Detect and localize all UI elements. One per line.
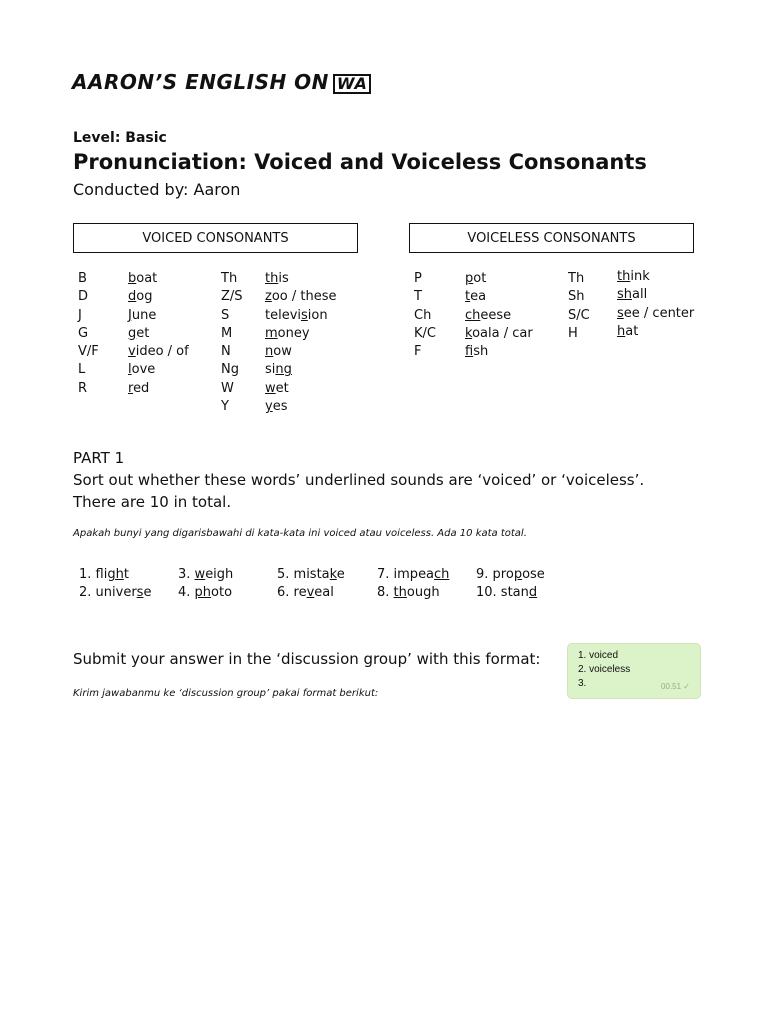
word-part: ee / center <box>623 305 695 321</box>
example-word <box>128 380 189 398</box>
underlined-sound: J <box>128 307 132 323</box>
word-part: si <box>265 362 276 378</box>
voiceless-letters-1 <box>414 270 436 361</box>
consonant-letter: W <box>221 380 234 396</box>
bubble-line: 2. voiceless <box>578 664 631 675</box>
part1-heading: PART 1 <box>73 449 125 467</box>
example-word <box>128 307 189 325</box>
underlined-sound: d <box>128 289 137 305</box>
word-part: 4. <box>178 585 195 600</box>
consonant-letter: P <box>414 271 422 286</box>
consonant-letter: N <box>221 344 231 360</box>
underlined-sound: d <box>528 585 538 600</box>
word-part: ot <box>473 271 487 286</box>
exercise-item <box>377 584 449 602</box>
word-part: et <box>275 380 289 396</box>
word-part: 5. mista <box>277 567 330 582</box>
underlined-sound: n <box>265 344 274 360</box>
word-part: ish <box>473 344 489 360</box>
word-part: televi <box>265 307 302 323</box>
exercise-column <box>476 566 545 602</box>
example-word <box>128 270 189 288</box>
brand-logo: AARON’S ENGLISH ON WA <box>72 70 371 94</box>
underlined-sound: y <box>265 399 273 415</box>
underlined-sound: g <box>128 325 137 341</box>
underlined-sound: th <box>617 269 631 284</box>
consonant-letter: R <box>78 380 88 396</box>
consonant-letter: V/F <box>78 344 99 360</box>
word-part: eese <box>480 307 512 323</box>
page-title: Pronunciation: Voiced and Voiceless Consonants <box>73 150 647 174</box>
consonant-letter: H <box>568 325 578 341</box>
exercise-item <box>476 584 545 602</box>
word-part: es <box>272 399 288 415</box>
word-part: ough <box>406 585 440 600</box>
underlined-sound: s <box>301 307 308 323</box>
underlined-sound: l <box>128 362 132 378</box>
word-part: oat <box>136 271 158 286</box>
underlined-sound: gh <box>107 567 124 582</box>
underlined-sound: p <box>465 271 474 286</box>
example-word <box>617 305 694 323</box>
consonant-letter: Z/S <box>221 289 243 305</box>
conducted-by: Conducted by: Aaron <box>73 180 241 199</box>
consonant-letter: B <box>78 271 87 286</box>
consonant-letter: Sh <box>568 289 585 305</box>
word-part: oto <box>211 585 233 600</box>
word-part: e <box>143 585 152 600</box>
exercise-column <box>178 566 233 602</box>
example-word <box>128 325 189 343</box>
underlined-sound: v <box>306 585 315 600</box>
underlined-sound: w <box>194 567 206 582</box>
word-part: une <box>131 307 157 323</box>
word-part: 9. pro <box>476 567 514 582</box>
word-part: 2. univer <box>79 585 137 600</box>
word-part: ion <box>307 307 328 323</box>
word-part: ow <box>273 344 292 360</box>
consonant-letter: K/C <box>414 325 436 341</box>
exercise-item <box>277 566 345 584</box>
underlined-sound: t <box>465 289 471 305</box>
underlined-sound: k <box>329 567 337 582</box>
exercise-item <box>178 566 233 584</box>
underlined-sound: w <box>265 380 276 396</box>
voiceless-words-2 <box>617 268 694 341</box>
underlined-sound: th <box>265 271 279 286</box>
voiced-header: VOICED CONSONANTS <box>73 223 358 253</box>
word-part: t <box>123 567 129 582</box>
underlined-sound: ch <box>434 567 450 582</box>
part1-instruction-1: Sort out whether these words’ underlined sounds are ‘voiced’ or ‘voiceless’. <box>73 471 645 489</box>
voiced-letters-1 <box>78 270 99 398</box>
example-word <box>265 361 337 379</box>
example-word <box>465 325 533 343</box>
submit-instruction: Submit your answer in the ‘discussion group’ with this format: <box>73 650 541 668</box>
consonant-letter: L <box>78 362 86 378</box>
voiceless-words-1 <box>465 270 533 361</box>
word-part: 7. impea <box>377 567 435 582</box>
word-part: oney <box>277 325 310 341</box>
word-part: eigh <box>205 567 234 582</box>
chat-bubble-example <box>568 644 700 698</box>
brand-badge: WA <box>333 74 371 94</box>
word-part: et <box>136 325 150 341</box>
underlined-sound: k <box>465 325 473 341</box>
word-part: is <box>278 271 289 286</box>
consonant-letter: Ng <box>221 362 239 378</box>
submit-hint: Kirim jawabanmu ke ‘discussion group’ pakai format berikut: <box>73 688 379 699</box>
voiced-words-2 <box>265 270 337 416</box>
word-part: 3. <box>178 567 195 582</box>
example-word <box>128 361 189 379</box>
underlined-sound: s <box>617 305 624 321</box>
underlined-sound: ch <box>465 307 481 323</box>
example-word <box>128 288 189 306</box>
exercise-column <box>79 566 151 602</box>
bubble-timestamp: 00.51 ✓ <box>661 682 690 691</box>
example-word <box>465 307 533 325</box>
underlined-sound: b <box>128 271 137 286</box>
word-part: 10. stan <box>476 585 529 600</box>
word-part: ideo / of <box>135 344 189 360</box>
voiced-words-1 <box>128 270 189 398</box>
example-word <box>465 270 533 288</box>
word-part: ove <box>131 362 156 378</box>
underlined-sound: ng <box>275 362 292 378</box>
exercise-item <box>476 566 545 584</box>
exercise-column <box>377 566 449 602</box>
consonant-letter: Y <box>221 399 229 415</box>
example-word <box>465 343 533 361</box>
part1-section <box>73 447 644 513</box>
underlined-sound: ph <box>194 585 212 600</box>
underlined-sound: r <box>128 380 134 396</box>
word-part: oo / these <box>271 289 337 305</box>
underlined-sound: h <box>617 323 626 339</box>
consonant-letter: Th <box>568 271 585 286</box>
example-word <box>617 268 694 286</box>
word-part: e <box>336 567 345 582</box>
consonant-letter: S/C <box>568 307 590 323</box>
word-part: og <box>136 289 153 305</box>
consonant-letter: G <box>78 325 89 341</box>
consonant-letter: D <box>78 289 89 305</box>
example-word <box>617 323 694 341</box>
example-word <box>265 343 337 361</box>
example-word <box>128 343 189 361</box>
voiceless-header: VOICELESS CONSONANTS <box>409 223 694 253</box>
example-word <box>465 288 533 306</box>
word-part: 6. re <box>277 585 307 600</box>
example-word <box>265 325 337 343</box>
example-word <box>265 270 337 288</box>
bubble-line: 3. <box>578 678 587 689</box>
consonant-letter: J <box>78 307 82 323</box>
exercise-item <box>79 566 151 584</box>
consonant-letter: T <box>414 289 422 305</box>
example-word <box>265 398 337 416</box>
underlined-sound: s <box>136 585 144 600</box>
underlined-sound: v <box>128 344 136 360</box>
voiceless-letters-2 <box>568 270 590 343</box>
underlined-sound: p <box>513 567 523 582</box>
consonant-letter: Th <box>221 271 238 286</box>
word-part: ose <box>522 567 545 582</box>
example-word <box>265 307 337 325</box>
example-word <box>265 288 337 306</box>
level-label: Level: Basic <box>73 130 167 146</box>
word-part: ea <box>470 289 487 305</box>
word-part: 1. fli <box>79 567 108 582</box>
consonant-letter: S <box>221 307 230 323</box>
bubble-line: 1. voiced <box>578 650 619 661</box>
exercise-item <box>377 566 449 584</box>
consonant-letter: Ch <box>414 307 432 323</box>
part1-instruction-2: There are 10 in total. <box>73 493 232 511</box>
exercise-item <box>277 584 345 602</box>
underlined-sound: f <box>465 344 474 360</box>
word-part: all <box>632 287 648 303</box>
underlined-sound: th <box>393 585 407 600</box>
part1-hint: Apakah bunyi yang digarisbawahi di kata-kata ini voiced atau voiceless. Ada 10 kata total. <box>73 528 527 539</box>
underlined-sound: z <box>265 289 272 305</box>
consonant-letter: F <box>414 344 422 360</box>
word-part: 8. <box>377 585 394 600</box>
voiced-letters-2 <box>221 270 243 416</box>
exercise-item <box>178 584 233 602</box>
word-part: ink <box>630 269 650 284</box>
underlined-sound: m <box>265 325 278 341</box>
example-word <box>617 286 694 304</box>
underlined-sound: sh <box>617 287 633 303</box>
word-part: eal <box>314 585 334 600</box>
word-part: ed <box>133 380 150 396</box>
word-part: at <box>625 323 639 339</box>
word-part: oala / car <box>472 325 533 341</box>
consonant-letter: M <box>221 325 233 341</box>
exercise-column <box>277 566 345 602</box>
example-word <box>265 380 337 398</box>
exercise-item <box>79 584 151 602</box>
